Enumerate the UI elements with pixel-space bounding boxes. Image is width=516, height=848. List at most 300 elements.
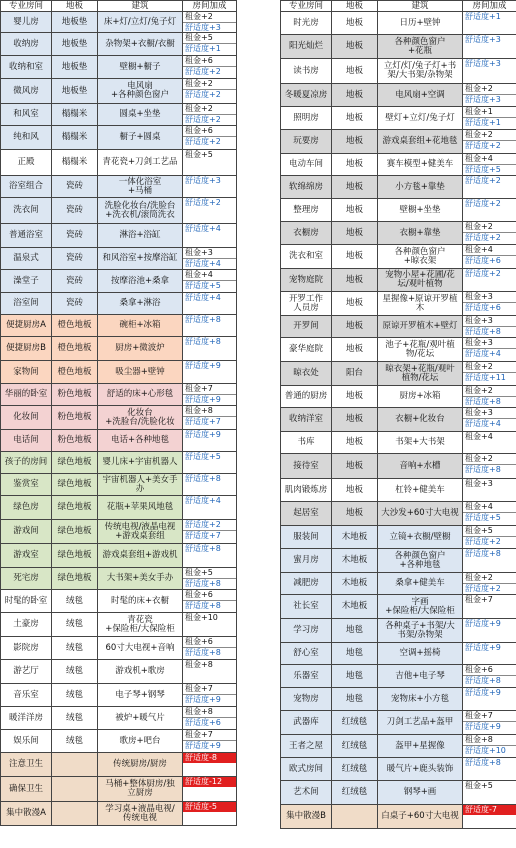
floor-cell: 粉色地板: [52, 406, 98, 430]
right-table-body: [281, 12, 516, 829]
room-name-cell: 照明房: [281, 107, 332, 130]
building-cell: 吉他+电子琴: [378, 665, 463, 688]
building-cell: 桑拿+健美车: [378, 573, 463, 595]
room-name-cell: 温泉式: [1, 248, 52, 270]
bonus-cell: [463, 688, 516, 711]
room-name-cell: 整理房: [281, 199, 332, 222]
room-name-cell: 电动车间: [281, 154, 332, 176]
room-name-cell: 宠物房: [281, 688, 332, 711]
building-cell: 和风浴室+按摩浴缸: [98, 248, 183, 270]
rent-bonus: 租金+2: [465, 222, 493, 231]
table-row: [281, 781, 516, 805]
table-row: [1, 707, 237, 730]
room-name-cell: 音乐室: [1, 684, 52, 707]
bonus-cell: [463, 199, 516, 222]
room-name-cell: 华丽的卧室: [1, 384, 52, 406]
bonus-cell: [463, 595, 516, 619]
room-name-cell: 冬暖夏凉房: [281, 84, 332, 107]
room-name-cell: 孩子的房间: [1, 452, 52, 474]
table-row: [281, 479, 516, 502]
floor-cell: 红绒毯: [332, 711, 378, 735]
bonus-cell: [183, 126, 237, 150]
comfort-bonus: 舒适度+2: [465, 176, 501, 185]
room-name-cell: 浴室组合: [1, 176, 52, 198]
building-cell: 淋浴+浴缸: [98, 224, 183, 248]
comfort-bonus: 舒适度+2: [183, 89, 236, 99]
floor-cell: 绿色地板: [52, 474, 98, 496]
bonus-cell: [463, 711, 516, 735]
building-cell: 被炉+暖气片: [98, 707, 183, 730]
building-cell: 壁橱+橱子: [98, 56, 183, 79]
comfort-bonus: 舒适度+9: [183, 740, 236, 750]
bonus-cell: [183, 150, 237, 176]
bonus-cell: [463, 643, 516, 665]
room-name-cell: 影院房: [1, 637, 52, 660]
bonus-cell: [463, 805, 516, 829]
comfort-bonus: 舒适度+6: [463, 255, 516, 265]
building-cell: 大书架+美女手办: [98, 568, 183, 590]
comfort-bonus: 舒适度+8: [185, 544, 221, 553]
comfort-bonus: 舒适度+9: [463, 721, 516, 731]
comfort-bonus: 舒适度+3: [465, 59, 501, 68]
comfort-bonus: 舒适度+11: [463, 372, 516, 382]
bonus-cell: [183, 33, 237, 56]
building-cell: 学习桌+液晶电视/ 传统电视: [98, 802, 183, 826]
floor-cell: 地板: [332, 84, 378, 107]
rent-bonus: 租金+1: [465, 107, 493, 116]
building-cell: 电风扇 +各种颜色窗户: [98, 79, 183, 104]
room-name-cell: 艺术间: [281, 781, 332, 805]
building-cell: 婴儿床+宇宙机器人: [98, 452, 183, 474]
bonus-cell: [463, 454, 516, 479]
room-name-cell: 洗衣间: [1, 198, 52, 224]
room-name-cell: 欧式房间: [281, 758, 332, 781]
building-cell: 青花瓷+刀剑工艺品: [98, 150, 183, 176]
room-name-cell: 减肥房: [281, 573, 332, 595]
floor-cell: 木地板: [332, 549, 378, 573]
comfort-penalty: 舒适度-5: [183, 802, 236, 812]
rent-bonus: 租金+7: [185, 384, 213, 393]
building-cell: 书架+大书架: [378, 432, 463, 454]
bonus-cell: [183, 56, 237, 79]
table-row: [281, 269, 516, 292]
floor-cell: 绿色地板: [52, 568, 98, 590]
comfort-bonus: 舒适度+7: [183, 416, 236, 426]
building-cell: 60寸大电视+音响: [98, 637, 183, 660]
comfort-bonus: 舒适度+8: [465, 758, 501, 767]
floor-cell: 粉色地板: [52, 430, 98, 452]
table-row: [281, 245, 516, 269]
table-row: [1, 544, 237, 568]
room-name-cell: 蜜月房: [281, 549, 332, 573]
comfort-bonus: 舒适度+9: [185, 361, 221, 370]
room-name-cell: 书库: [281, 432, 332, 454]
bonus-cell: [183, 474, 237, 496]
table-row: [1, 613, 237, 637]
rent-bonus: 租金+4: [185, 270, 213, 279]
building-cell: 吸尘器+壁钟: [98, 361, 183, 384]
left-table-body: [1, 12, 237, 826]
rent-bonus: 租金+8: [185, 406, 213, 415]
room-name-cell: 化妆间: [1, 406, 52, 430]
bonus-cell: [183, 384, 237, 406]
room-name-cell: 开罗工作 人员房: [281, 292, 332, 316]
building-cell: 传统厨房/厨房: [98, 753, 183, 777]
comfort-bonus: 舒适度+3: [463, 94, 516, 104]
building-cell: 杂物架+衣橱/衣橱: [98, 33, 183, 56]
comfort-bonus: 舒适度+4: [185, 293, 221, 302]
table-row: [281, 432, 516, 454]
table-row: [281, 643, 516, 665]
floor-cell: 绒毯: [52, 590, 98, 613]
building-cell: 各种颜色窗户 +各种地毯: [378, 549, 463, 573]
comfort-bonus: 舒适度+2: [463, 232, 516, 242]
comfort-bonus: 舒适度+2: [185, 198, 221, 207]
comfort-bonus: 舒适度+5: [185, 452, 221, 461]
table-row: [1, 176, 237, 198]
rent-bonus: 租金+2: [185, 79, 213, 88]
table-row: [1, 474, 237, 496]
bonus-cell: [183, 224, 237, 248]
room-name-cell: 起居室: [281, 502, 332, 526]
table-row: [281, 154, 516, 176]
building-cell: 刀剑工艺品+盔甲: [378, 711, 463, 735]
rent-bonus: 租金+6: [465, 665, 493, 674]
building-cell: 一体化浴室 +马桶: [98, 176, 183, 198]
room-name-cell: 洗衣和室: [281, 245, 332, 269]
room-name-cell: 纯和风: [1, 126, 52, 150]
comfort-bonus: 舒适度+3: [185, 176, 221, 185]
bonus-cell: [463, 386, 516, 408]
building-cell: 空调+摇椅: [378, 643, 463, 665]
building-cell: 音响+水槽: [378, 454, 463, 479]
building-cell: 橱子+圆桌: [98, 126, 183, 150]
building-cell: 花瓶+苹果风地毯: [98, 496, 183, 520]
rent-bonus: 租金+3: [465, 292, 493, 301]
floor-cell: 阳台: [332, 362, 378, 386]
table-row: [1, 150, 237, 176]
bonus-cell: [463, 781, 516, 805]
room-name-cell: 婴儿房: [1, 12, 52, 33]
building-cell: 衣橱+化妆台: [378, 408, 463, 432]
room-name-cell: 游戏间: [1, 520, 52, 544]
building-cell: 壁灯+立灯/兔子灯: [378, 107, 463, 130]
rent-bonus: 租金+5: [185, 33, 213, 42]
bonus-cell: [463, 269, 516, 292]
floor-cell: 地板: [332, 408, 378, 432]
floor-cell: 红绒毯: [332, 758, 378, 781]
table-row: [1, 337, 237, 361]
floor-cell: 地板: [332, 432, 378, 454]
rent-bonus: 租金+6: [185, 637, 213, 646]
room-name-cell: 死宅房: [1, 568, 52, 590]
table-row: [1, 568, 237, 590]
comfort-bonus: 舒适度+8: [183, 647, 236, 657]
comfort-bonus: 舒适度+5: [463, 512, 516, 522]
rent-bonus: 租金+8: [185, 660, 213, 669]
room-name-cell: 暖洋洋房: [1, 707, 52, 730]
comfort-bonus: 舒适度+2: [183, 66, 236, 76]
comfort-bonus: 舒适度+2: [463, 583, 516, 593]
building-cell: 大沙发+60寸大电视: [378, 502, 463, 526]
floor-cell: 地毯: [332, 619, 378, 643]
floor-cell: 橙色地板: [52, 337, 98, 361]
bonus-cell: [183, 270, 237, 293]
floor-cell: 地板: [332, 269, 378, 292]
bonus-cell: [463, 362, 516, 386]
rent-bonus: 租金+7: [465, 595, 493, 604]
room-name-cell: 注意卫生: [1, 753, 52, 777]
bonus-cell: [463, 35, 516, 59]
building-cell: 游戏桌套组+花地毯: [378, 130, 463, 154]
bonus-cell: [183, 684, 237, 707]
rent-bonus: 租金+6: [185, 590, 213, 599]
table-row: [281, 549, 516, 573]
floor-cell: 地板: [332, 222, 378, 245]
table-row: [281, 59, 516, 84]
room-name-cell: 接待室: [281, 454, 332, 479]
room-name-cell: 晾衣处: [281, 362, 332, 386]
room-name-cell: 阳光灿烂: [281, 35, 332, 59]
comfort-bonus: 舒适度+4: [183, 258, 236, 268]
bonus-cell: [183, 293, 237, 315]
table-row: [1, 753, 237, 777]
bonus-cell: [463, 573, 516, 595]
room-name-cell: 肌肉锻炼房: [281, 479, 332, 502]
comfort-bonus: 舒适度+2: [465, 199, 501, 208]
room-name-cell: 时髦的卧室: [1, 590, 52, 613]
room-name-cell: 武器库: [281, 711, 332, 735]
table-row: [281, 595, 516, 619]
bonus-cell: [463, 316, 516, 338]
bonus-cell: [183, 777, 237, 802]
comfort-bonus: 舒适度+8: [463, 396, 516, 406]
building-cell: 舒适的床+心形毯: [98, 384, 183, 406]
bonus-cell: [463, 84, 516, 107]
table-row: [281, 408, 516, 432]
building-cell: 时髦的床+衣橱: [98, 590, 183, 613]
room-name-cell: 电话间: [1, 430, 52, 452]
floor-cell: 地板: [332, 107, 378, 130]
comfort-bonus: 舒适度+9: [183, 694, 236, 704]
room-name-cell: 绿色房: [1, 496, 52, 520]
rent-bonus: 租金+2: [185, 12, 213, 21]
floor-cell: 地板: [332, 154, 378, 176]
building-cell: 宇宙机器人+美女手 办: [98, 474, 183, 496]
table-row: [1, 33, 237, 56]
rent-bonus: 租金+4: [465, 245, 493, 254]
bonus-cell: [183, 520, 237, 544]
building-cell: 歌房+吧台: [98, 730, 183, 753]
room-table-right: [280, 0, 516, 829]
comfort-bonus: 舒适度+6: [463, 302, 516, 312]
building-cell: 厨房+冰箱: [378, 386, 463, 408]
header-room: 专业房间: [281, 1, 332, 12]
table-row: [281, 711, 516, 735]
room-name-cell: 鉴赏室: [1, 474, 52, 496]
table-row: [1, 384, 237, 406]
bonus-cell: [463, 154, 516, 176]
bonus-cell: [463, 59, 516, 84]
building-cell: 游戏桌套组+游戏机: [98, 544, 183, 568]
table-row: [1, 802, 237, 826]
rent-bonus: 租金+2: [465, 130, 493, 139]
comfort-bonus: 舒适度+2: [185, 520, 221, 529]
room-name-cell: 游戏室: [1, 544, 52, 568]
table-row: [1, 730, 237, 753]
room-name-cell: 玩要房: [281, 130, 332, 154]
room-name-cell: 便捷厨房A: [1, 315, 52, 337]
bonus-cell: [463, 12, 516, 35]
comfort-bonus: 舒适度+4: [185, 224, 221, 233]
rent-bonus: 租金+6: [185, 56, 213, 65]
floor-cell: 地板: [332, 176, 378, 199]
comfort-bonus: 舒适度+3: [183, 22, 236, 32]
building-cell: 桑拿+淋浴: [98, 293, 183, 315]
header-room: 专业房间: [1, 1, 52, 12]
room-name-cell: 和风室: [1, 104, 52, 126]
building-cell: 各种颜色窗户 +花瓶: [378, 35, 463, 59]
table-row: [1, 637, 237, 660]
floor-cell: [52, 777, 98, 802]
room-name-cell: 学习房: [281, 619, 332, 643]
floor-cell: 红绒毯: [332, 781, 378, 805]
floor-cell: 地板: [332, 454, 378, 479]
floor-cell: 木地板: [332, 573, 378, 595]
building-cell: 各种颜色窗户 +晾衣架: [378, 245, 463, 269]
table-row: [1, 406, 237, 430]
floor-cell: 地板垫: [52, 79, 98, 104]
rent-bonus: 租金+2: [465, 84, 493, 93]
room-name-cell: 舒心室: [281, 643, 332, 665]
building-cell: 碗柜+冰箱: [98, 315, 183, 337]
building-cell: 化妆台 +洗脸台/洗脸化妆: [98, 406, 183, 430]
floor-cell: 木地板: [332, 595, 378, 619]
bonus-cell: [463, 222, 516, 245]
bonus-cell: [463, 549, 516, 573]
floor-cell: 地板垫: [52, 33, 98, 56]
bonus-cell: [183, 613, 237, 637]
rent-bonus: 租金+6: [185, 126, 213, 135]
building-cell: 立镜+衣橱/壁橱: [378, 526, 463, 549]
floor-cell: 瓷砖: [52, 293, 98, 315]
comfort-bonus: 舒适度+7: [183, 530, 236, 540]
building-cell: 壁橱+坐垫: [378, 199, 463, 222]
bonus-cell: [463, 619, 516, 643]
table-row: [1, 315, 237, 337]
comfort-bonus: 舒适度+2: [183, 136, 236, 146]
comfort-bonus: 舒适度+10: [463, 745, 516, 755]
comfort-bonus: 舒适度+1: [463, 117, 516, 127]
building-cell: 字画 +保险柜/大保险柜: [378, 595, 463, 619]
bonus-cell: [183, 79, 237, 104]
rent-bonus: 租金+8: [465, 735, 493, 744]
rent-bonus: 租金+2: [185, 104, 213, 113]
room-name-cell: 读书房: [281, 59, 332, 84]
rent-bonus: 租金+7: [185, 730, 213, 739]
floor-cell: 绿色地板: [52, 544, 98, 568]
room-table-left: [0, 0, 237, 826]
table-row: [1, 293, 237, 315]
floor-cell: 橙色地板: [52, 315, 98, 337]
table-row: [281, 199, 516, 222]
bonus-cell: [183, 406, 237, 430]
rent-bonus: 租金+2: [465, 454, 493, 463]
floor-cell: 瓷砖: [52, 198, 98, 224]
room-name-cell: 便捷厨房B: [1, 337, 52, 361]
comfort-bonus: 舒适度+8: [185, 315, 221, 324]
room-name-cell: 王者之屋: [281, 735, 332, 758]
floor-cell: 地板: [332, 199, 378, 222]
bonus-cell: [183, 337, 237, 361]
building-cell: 衣橱+靠垫: [378, 222, 463, 245]
building-cell: 电风扇+空调: [378, 84, 463, 107]
rent-bonus: 租金+5: [185, 150, 213, 159]
bonus-cell: [463, 479, 516, 502]
table-row: [281, 107, 516, 130]
room-name-cell: 社长室: [281, 595, 332, 619]
comfort-bonus: 舒适度+2: [465, 269, 501, 278]
floor-cell: 地板: [332, 316, 378, 338]
rent-bonus: 租金+2: [465, 362, 493, 371]
bonus-cell: [183, 707, 237, 730]
room-name-cell: 集中散漫B: [281, 805, 332, 829]
header-building: 建筑: [378, 1, 463, 12]
floor-cell: 地板: [332, 130, 378, 154]
comfort-bonus: 舒适度+4: [185, 496, 221, 505]
table-row: [281, 338, 516, 362]
header-building: 建筑: [98, 1, 183, 12]
comfort-bonus: 舒适度+2: [463, 536, 516, 546]
table-row: [281, 665, 516, 688]
building-cell: 白桌子+60寸大电视: [378, 805, 463, 829]
floor-cell: 榻榻米: [52, 126, 98, 150]
table-row: [1, 104, 237, 126]
bonus-cell: [183, 730, 237, 753]
bonus-cell: [463, 130, 516, 154]
room-name-cell: 乐器室: [281, 665, 332, 688]
table-row: [1, 12, 237, 33]
comfort-bonus: 舒适度+2: [183, 114, 236, 124]
floor-cell: 瓷砖: [52, 248, 98, 270]
table-row: [281, 502, 516, 526]
bonus-cell: [463, 176, 516, 199]
room-name-cell: 豪华庭院: [281, 338, 332, 362]
room-name-cell: 正殿: [1, 150, 52, 176]
rent-bonus: 租金+3: [185, 248, 213, 257]
bonus-cell: [183, 753, 237, 777]
floor-cell: 地板: [332, 338, 378, 362]
rent-bonus: 租金+4: [465, 154, 493, 163]
bonus-cell: [183, 12, 237, 33]
floor-cell: 地板垫: [52, 56, 98, 79]
table-row: [1, 777, 237, 802]
floor-cell: 瓷砖: [52, 176, 98, 198]
building-cell: 洗脸化妆台/洗脸台 +洗衣机/滚筒洗衣: [98, 198, 183, 224]
floor-cell: 绿色地板: [52, 496, 98, 520]
room-name-cell: 微风房: [1, 79, 52, 104]
building-cell: 原谅开罗植木+壁灯: [378, 316, 463, 338]
comfort-bonus: 舒适度+8: [465, 549, 501, 558]
comfort-bonus: 舒适度+9: [183, 394, 236, 404]
header-floor: 地板: [52, 1, 98, 12]
floor-cell: [332, 805, 378, 829]
comfort-bonus: 舒适度+8: [463, 464, 516, 474]
rent-bonus: 租金+3: [465, 338, 493, 347]
comfort-bonus: 舒适度+8: [185, 474, 221, 483]
comfort-bonus: 舒适度+5: [463, 164, 516, 174]
bonus-cell: [183, 315, 237, 337]
